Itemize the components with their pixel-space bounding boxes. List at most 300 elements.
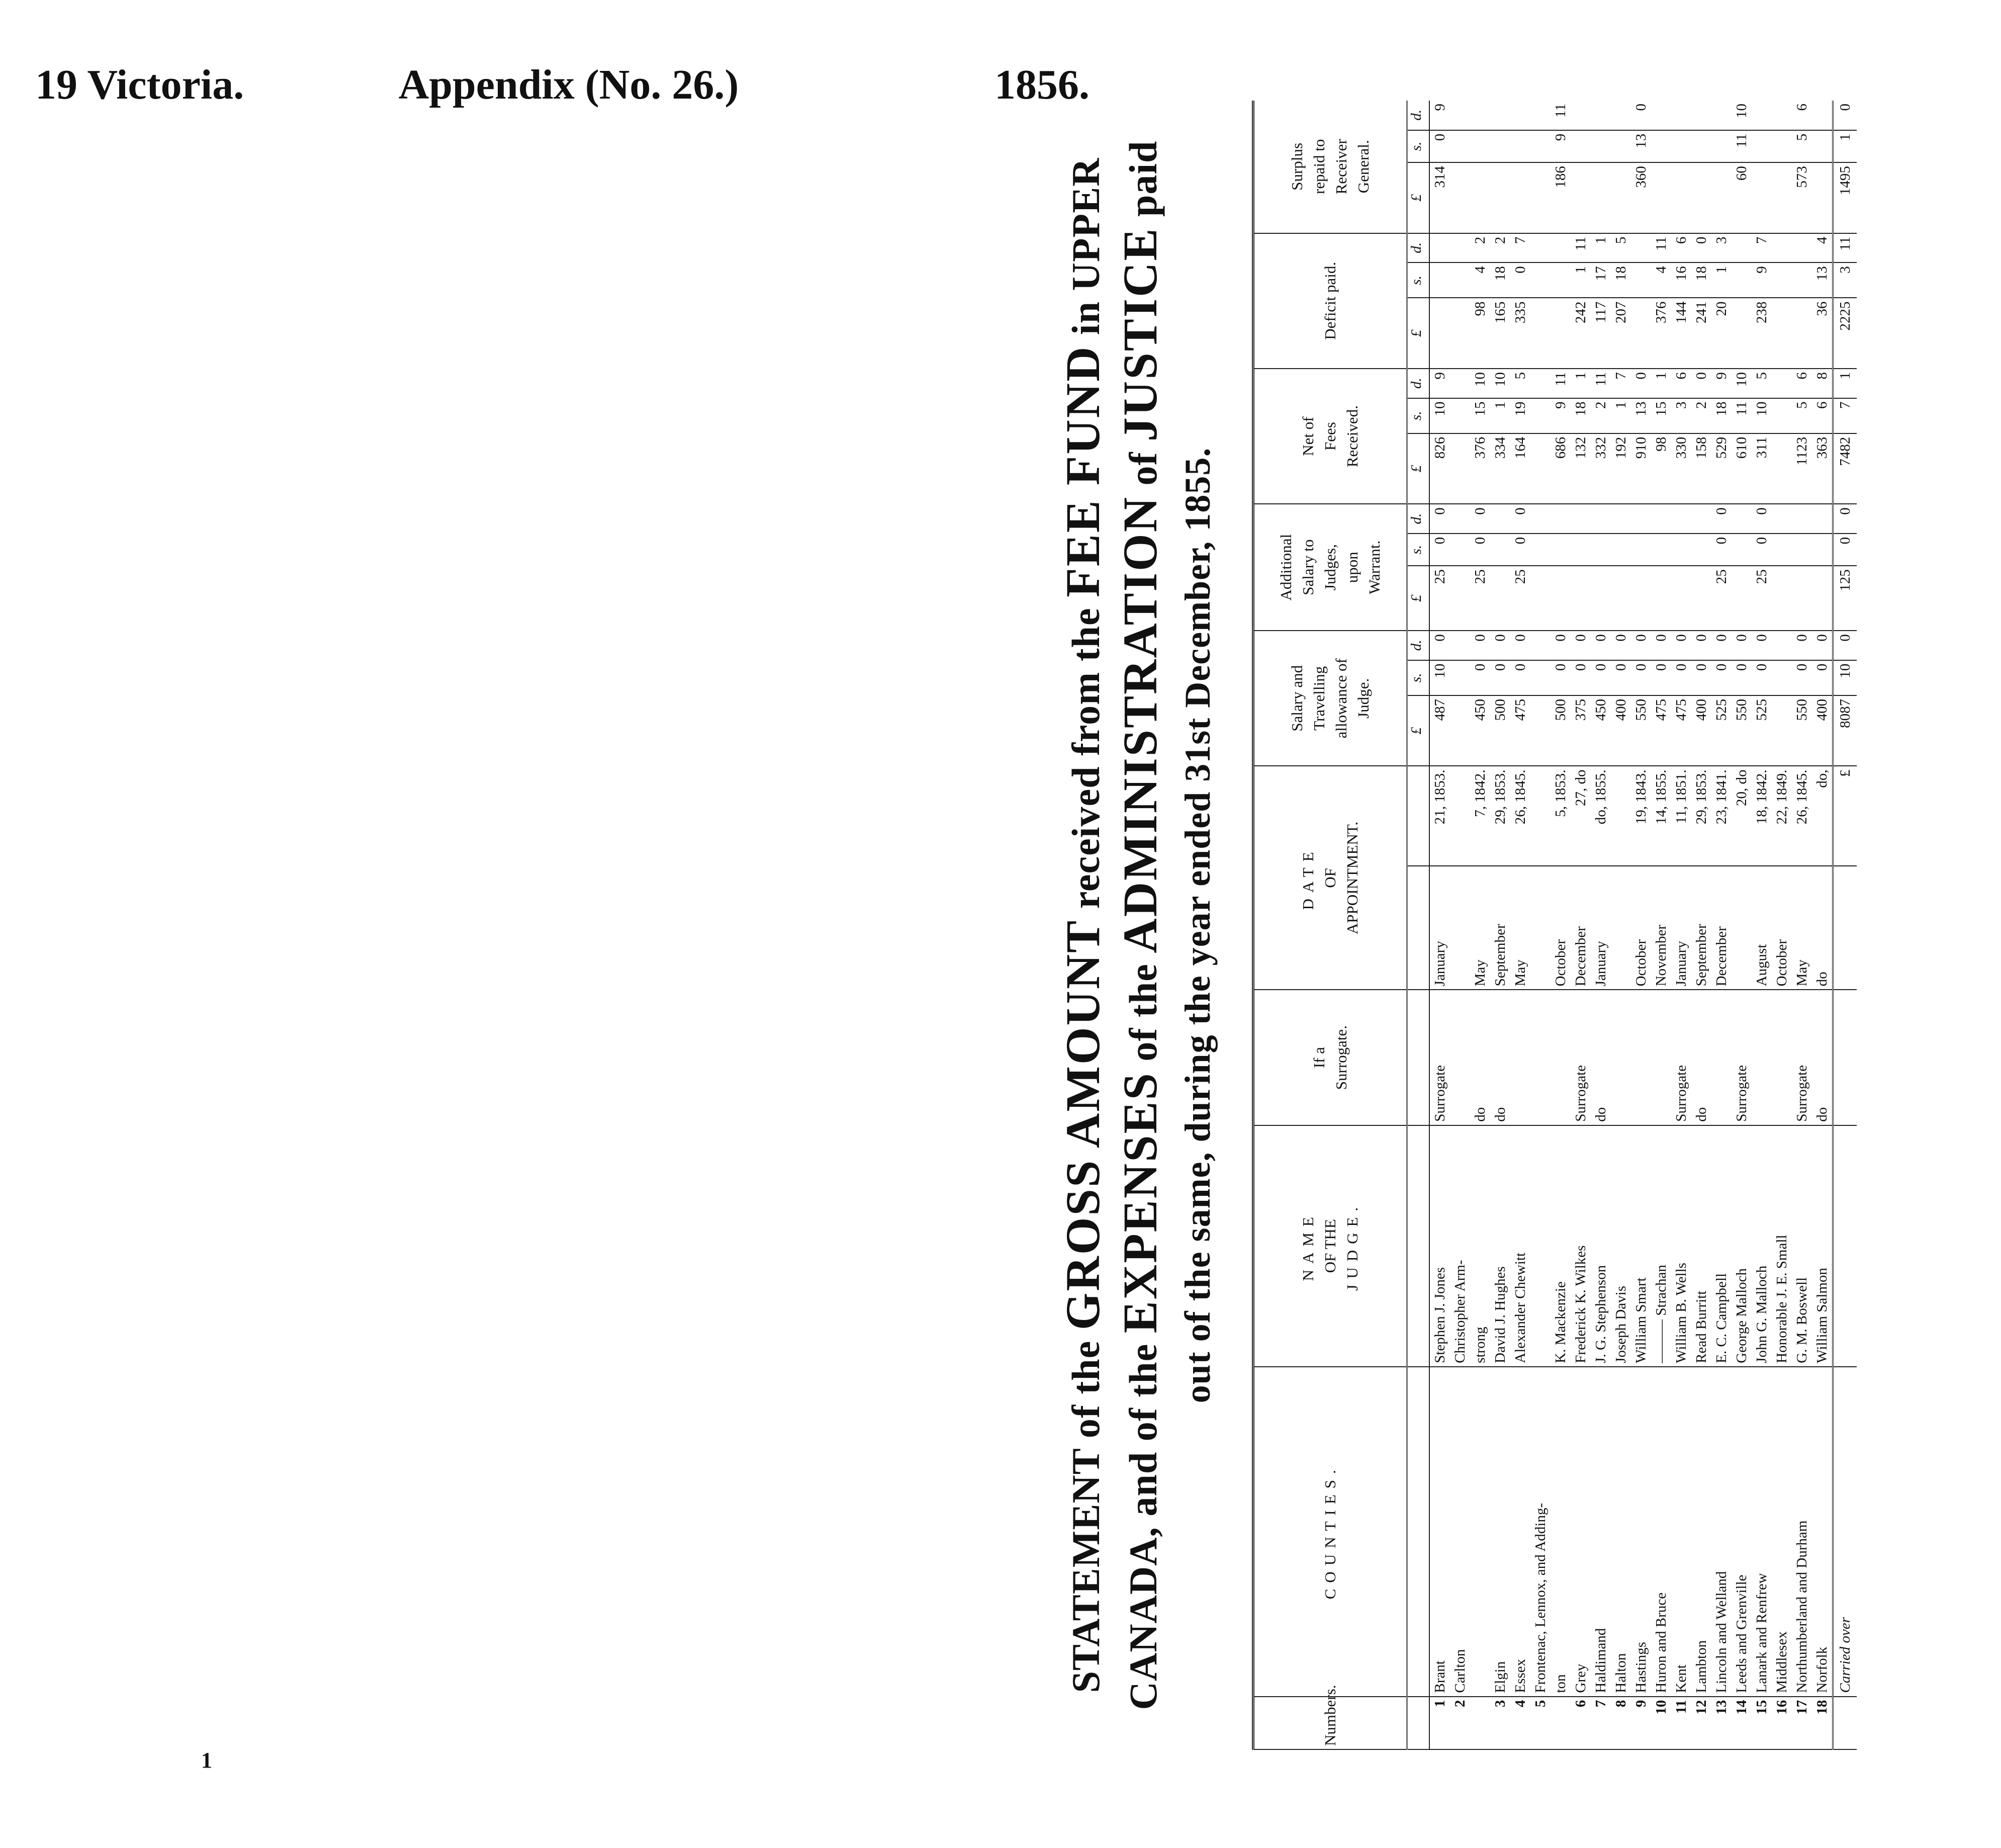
county-cell: Haldimand: [1591, 1367, 1611, 1697]
table-row: [1429, 101, 1450, 1749]
col-numbers: Numbers.: [1253, 1697, 1407, 1749]
sur-pounds-cell: [1530, 162, 1551, 233]
appointment-month-cell: September: [1691, 866, 1711, 990]
net-pence-cell: 11: [1591, 369, 1611, 398]
units-blank-cell: [1407, 990, 1430, 1125]
statement-title: [1056, 101, 1237, 1750]
net-shillings-cell: 9: [1551, 398, 1571, 433]
appointment-month-cell: November: [1651, 866, 1671, 990]
net-pounds-cell: 132: [1571, 433, 1591, 504]
table-row: [1651, 101, 1671, 1749]
sal-pence-cell: 0: [1651, 631, 1671, 660]
sur-shillings-cell: [1510, 130, 1530, 162]
table-row: [1772, 101, 1792, 1749]
add-pence-cell: [1671, 504, 1691, 534]
add-pounds-cell: [1631, 566, 1651, 631]
net-pounds-cell: [1772, 433, 1792, 504]
def-pence-cell: [1429, 233, 1450, 263]
county-cell: Norfolk: [1812, 1367, 1833, 1697]
appointment-month-cell: [1530, 866, 1551, 990]
net-pounds-cell: [1530, 433, 1551, 504]
sur-shillings-cell: 0: [1429, 130, 1450, 162]
add-shillings-cell: 0: [1711, 534, 1732, 566]
net-pounds-cell: 686: [1551, 433, 1571, 504]
add-pounds-cell: [1772, 566, 1792, 631]
surrogate-cell: [1530, 990, 1551, 1125]
def-shillings-cell: 18: [1691, 262, 1711, 298]
def-pence-cell: 3: [1711, 233, 1732, 263]
appointment-month-cell: December: [1571, 866, 1591, 990]
title-line-1: [1056, 101, 1113, 1750]
add-pence-cell: [1772, 504, 1792, 534]
add-total-pounds: 125: [1833, 566, 1857, 631]
sal-pence-cell: 0: [1591, 631, 1611, 660]
sal-total-pounds: 8087: [1833, 695, 1857, 766]
row-number: 7: [1591, 1697, 1611, 1749]
row-number: 6: [1571, 1697, 1591, 1749]
net-pounds-cell: 910: [1631, 433, 1651, 504]
sur-shillings-cell: 13: [1631, 130, 1651, 162]
sal-shillings-cell: 0: [1591, 660, 1611, 695]
appointment-month-cell: do: [1812, 866, 1833, 990]
def-pounds-cell: [1429, 298, 1450, 369]
sal-shillings-cell: 0: [1510, 660, 1530, 695]
sal-pounds-cell: [1530, 695, 1551, 766]
sal-shillings-cell: [1772, 660, 1792, 695]
sur-pence-cell: [1490, 101, 1510, 130]
add-shillings-cell: [1551, 534, 1571, 566]
col-judge-name: [1253, 1125, 1407, 1367]
table-row: [1450, 101, 1470, 1749]
add-pence-cell: [1551, 504, 1571, 534]
sur-pence-cell: 10: [1732, 101, 1752, 130]
def-shillings-cell: 0: [1510, 262, 1530, 298]
appointment-month-cell: October: [1772, 866, 1792, 990]
def-shillings-cell: 4: [1470, 262, 1490, 298]
sur-shillings-cell: [1571, 130, 1591, 162]
row-number: 17: [1792, 1697, 1812, 1749]
col-date-appointment: [1253, 766, 1407, 990]
add-pounds-cell: [1591, 566, 1611, 631]
add-pounds-cell: [1611, 566, 1631, 631]
judge-cell: K. Mackenzie: [1551, 1125, 1571, 1367]
sur-shillings-cell: 9: [1551, 130, 1571, 162]
add-pounds-cell: [1551, 566, 1571, 631]
judge-cell: Read Burritt: [1691, 1125, 1711, 1367]
sur-pounds-cell: 60: [1732, 162, 1752, 233]
appointment-date-cell: 14, 1855.: [1651, 766, 1671, 866]
sal-pence-cell: 0: [1611, 631, 1631, 660]
sur-shillings-cell: 11: [1732, 130, 1752, 162]
appointment-month-cell: October: [1551, 866, 1571, 990]
county-cell: ton: [1551, 1367, 1571, 1697]
sur-pence-cell: [1671, 101, 1691, 130]
def-shillings-cell: [1792, 262, 1812, 298]
net-pounds-cell: 334: [1490, 433, 1510, 504]
def-pounds-cell: 335: [1510, 298, 1530, 369]
judge-cell: George Malloch: [1732, 1125, 1752, 1367]
def-pence-cell: 0: [1691, 233, 1711, 263]
col-net-line: Received.: [1343, 405, 1361, 468]
net-shillings-cell: 5: [1792, 398, 1812, 433]
appointment-date-cell: [1530, 766, 1551, 866]
appointment-month-cell: [1611, 866, 1631, 990]
add-pounds-cell: [1530, 566, 1551, 631]
net-shillings-cell: 19: [1510, 398, 1530, 433]
appointment-date-cell: 18, 1842.: [1752, 766, 1772, 866]
surrogate-cell: [1551, 990, 1571, 1125]
sal-pence-cell: 0: [1429, 631, 1450, 660]
unit-shillings: s.: [1407, 398, 1430, 433]
net-shillings-cell: 6: [1812, 398, 1833, 433]
col-surplus-line: Receiver: [1332, 139, 1350, 195]
sal-shillings-cell: 0: [1631, 660, 1651, 695]
add-shillings-cell: 0: [1470, 534, 1490, 566]
net-pence-cell: 10: [1732, 369, 1752, 398]
sal-shillings-cell: 10: [1429, 660, 1450, 695]
surrogate-cell: Surrogate: [1732, 990, 1752, 1125]
def-pence-cell: [1732, 233, 1752, 263]
sur-shillings-cell: [1812, 130, 1833, 162]
add-pounds-cell: 25: [1429, 566, 1450, 631]
sal-pounds-cell: 400: [1611, 695, 1631, 766]
surrogate-cell: [1510, 990, 1530, 1125]
title-text: in UPPER: [1064, 157, 1108, 335]
appointment-date-cell: 26, 1845.: [1792, 766, 1812, 866]
county-cell: Leeds and Grenville: [1732, 1367, 1752, 1697]
row-number: [1470, 1697, 1490, 1749]
appointment-month-cell: January: [1429, 866, 1450, 990]
net-pence-cell: 10: [1490, 369, 1510, 398]
county-cell: Hastings: [1631, 1367, 1651, 1697]
row-number: 4: [1510, 1697, 1530, 1749]
appointment-month-cell: August: [1752, 866, 1772, 990]
sur-pounds-cell: [1470, 162, 1490, 233]
def-pounds-cell: 242: [1571, 298, 1591, 369]
add-shillings-cell: [1671, 534, 1691, 566]
def-pounds-cell: 20: [1711, 298, 1732, 369]
sal-pence-cell: 0: [1470, 631, 1490, 660]
def-pence-cell: 1: [1591, 233, 1611, 263]
table-row: [1510, 101, 1530, 1749]
sal-pounds-cell: 400: [1812, 695, 1833, 766]
totals-blank-cell: [1833, 866, 1857, 990]
sur-pence-cell: 0: [1631, 101, 1651, 130]
sal-pounds-cell: 475: [1510, 695, 1530, 766]
unit-pound: £: [1407, 298, 1430, 369]
judge-cell: G. M. Boswell: [1792, 1125, 1812, 1367]
appointment-month-cell: January: [1591, 866, 1611, 990]
def-shillings-cell: [1551, 262, 1571, 298]
sal-shillings-cell: 0: [1470, 660, 1490, 695]
def-shillings-cell: 17: [1591, 262, 1611, 298]
add-shillings-cell: [1571, 534, 1591, 566]
table-row: [1591, 101, 1611, 1749]
sal-pence-cell: 0: [1812, 631, 1833, 660]
judge-cell: William Smart: [1631, 1125, 1651, 1367]
appointment-date-cell: 7, 1842.: [1470, 766, 1490, 866]
net-pounds-cell: 330: [1671, 433, 1691, 504]
col-surplus: [1253, 101, 1407, 233]
sur-total-pence: 0: [1833, 101, 1857, 130]
header-left: 19 Victoria.: [35, 61, 244, 108]
row-number: 11: [1671, 1697, 1691, 1749]
add-pence-cell: 0: [1711, 504, 1732, 534]
units-row: [1407, 101, 1430, 1749]
sur-pounds-cell: [1711, 162, 1732, 233]
def-pence-cell: 6: [1671, 233, 1691, 263]
county-cell: Halton: [1611, 1367, 1631, 1697]
def-pence-cell: 7: [1752, 233, 1772, 263]
add-pence-cell: [1691, 504, 1711, 534]
sal-pounds-cell: 487: [1429, 695, 1450, 766]
judge-cell: E. C. Campbell: [1711, 1125, 1732, 1367]
sal-pounds-cell: 450: [1470, 695, 1490, 766]
sur-pence-cell: [1611, 101, 1631, 130]
judge-cell: Joseph Davis: [1611, 1125, 1631, 1367]
sur-pounds-cell: [1450, 162, 1470, 233]
add-shillings-cell: [1631, 534, 1651, 566]
net-shillings-cell: 15: [1470, 398, 1490, 433]
title-emphasis: GROSS AMOUNT: [1056, 919, 1110, 1331]
col-date-line: DATE: [1299, 846, 1317, 910]
row-number: [1551, 1697, 1571, 1749]
add-shillings-cell: [1651, 534, 1671, 566]
appointment-month-cell: May: [1470, 866, 1490, 990]
county-cell: Elgin: [1490, 1367, 1510, 1697]
sur-pence-cell: [1752, 101, 1772, 130]
sal-total-pence: 0: [1833, 631, 1857, 660]
def-shillings-cell: 9: [1752, 262, 1772, 298]
unit-pence: d.: [1407, 631, 1430, 660]
col-additional-line: upon: [1343, 552, 1361, 583]
judge-cell: Frederick K. Wilkes: [1571, 1125, 1591, 1367]
net-pence-cell: [1772, 369, 1792, 398]
sal-shillings-cell: [1450, 660, 1470, 695]
units-blank-cell: [1407, 1367, 1430, 1697]
net-pounds-cell: 332: [1591, 433, 1611, 504]
sal-shillings-cell: 0: [1691, 660, 1711, 695]
appointment-date-cell: do,: [1812, 766, 1833, 866]
table-row: [1611, 101, 1631, 1749]
net-pounds-cell: 376: [1470, 433, 1490, 504]
surrogate-cell: do: [1812, 990, 1833, 1125]
sur-pence-cell: [1651, 101, 1671, 130]
county-cell: Lambton: [1691, 1367, 1711, 1697]
sal-pence-cell: 0: [1732, 631, 1752, 660]
sur-shillings-cell: [1671, 130, 1691, 162]
net-shillings-cell: 1: [1611, 398, 1631, 433]
unit-pound: £: [1407, 433, 1430, 504]
sur-pence-cell: [1772, 101, 1792, 130]
sur-pence-cell: [1470, 101, 1490, 130]
sal-pence-cell: 0: [1631, 631, 1651, 660]
sal-shillings-cell: 0: [1671, 660, 1691, 695]
def-pounds-cell: 144: [1671, 298, 1691, 369]
carried-over-label: Carried over: [1833, 1367, 1857, 1697]
table-row: [1490, 101, 1510, 1749]
sal-pence-cell: 0: [1551, 631, 1571, 660]
def-pence-cell: [1551, 233, 1571, 263]
county-cell: Frontenac, Lennox, and Adding-: [1530, 1367, 1551, 1697]
totals-pound-sign: £: [1833, 766, 1857, 866]
sur-pounds-cell: [1812, 162, 1833, 233]
title-emphasis: FEE FUND: [1056, 345, 1110, 597]
add-shillings-cell: [1732, 534, 1752, 566]
row-number: 14: [1732, 1697, 1752, 1749]
add-pounds-cell: 25: [1470, 566, 1490, 631]
def-pence-cell: [1450, 233, 1470, 263]
row-number: 2: [1450, 1697, 1470, 1749]
sal-pence-cell: 0: [1752, 631, 1772, 660]
judge-cell: strong: [1470, 1125, 1490, 1367]
col-salary: [1253, 631, 1407, 766]
table-row: [1812, 101, 1833, 1749]
appointment-month-cell: [1732, 866, 1752, 990]
judge-cell: Honorable J. E. Small: [1772, 1125, 1792, 1367]
unit-pound: £: [1407, 162, 1430, 233]
sur-pounds-cell: 186: [1551, 162, 1571, 233]
appointment-date-cell: 23, 1841.: [1711, 766, 1732, 866]
unit-pence: d.: [1407, 233, 1430, 263]
appointment-date-cell: 29, 1853.: [1490, 766, 1510, 866]
title-text: of the: [1121, 963, 1165, 1062]
col-additional-line: Warrant.: [1366, 540, 1383, 594]
table-row: [1691, 101, 1711, 1749]
col-surplus-line: Surplus: [1288, 142, 1306, 191]
def-shillings-cell: 13: [1812, 262, 1833, 298]
appointment-date-cell: 5, 1853.: [1551, 766, 1571, 866]
sal-shillings-cell: 0: [1551, 660, 1571, 695]
table-row: [1530, 101, 1551, 1749]
judge-cell: [1530, 1125, 1551, 1367]
net-shillings-cell: 11: [1732, 398, 1752, 433]
net-pence-cell: [1450, 369, 1470, 398]
units-blank-cell: [1407, 766, 1430, 866]
add-pounds-cell: [1651, 566, 1671, 631]
sur-shillings-cell: 5: [1792, 130, 1812, 162]
def-pounds-cell: 117: [1591, 298, 1611, 369]
add-shillings-cell: [1591, 534, 1611, 566]
add-shillings-cell: [1530, 534, 1551, 566]
add-pence-cell: [1651, 504, 1671, 534]
title-text: received from the: [1064, 607, 1108, 909]
add-pounds-cell: [1571, 566, 1591, 631]
row-number: 13: [1711, 1697, 1732, 1749]
net-shillings-cell: 15: [1651, 398, 1671, 433]
sal-pence-cell: 0: [1510, 631, 1530, 660]
sal-pounds-cell: 525: [1752, 695, 1772, 766]
col-deficit-line: Deficit paid.: [1321, 261, 1339, 340]
sur-pence-cell: [1711, 101, 1732, 130]
def-pounds-cell: 98: [1470, 298, 1490, 369]
judge-cell: David J. Hughes: [1490, 1125, 1510, 1367]
add-shillings-cell: 0: [1429, 534, 1450, 566]
row-number: 12: [1691, 1697, 1711, 1749]
sur-pounds-cell: [1772, 162, 1792, 233]
col-surplus-line: General.: [1354, 140, 1372, 194]
net-shillings-cell: 18: [1571, 398, 1591, 433]
net-pounds-cell: 98: [1651, 433, 1671, 504]
net-pence-cell: 7: [1611, 369, 1631, 398]
judge-cell: Christopher Arm-: [1450, 1125, 1470, 1367]
header-right: 1856.: [994, 61, 1089, 108]
add-pounds-cell: [1490, 566, 1510, 631]
appointment-month-cell: May: [1510, 866, 1530, 990]
sur-shillings-cell: [1772, 130, 1792, 162]
sur-total-shillings: 1: [1833, 130, 1857, 162]
col-surrogate-line: Surrogate.: [1332, 1025, 1350, 1090]
appointment-month-cell: October: [1631, 866, 1651, 990]
def-shillings-cell: 18: [1611, 262, 1631, 298]
def-shillings-cell: 16: [1671, 262, 1691, 298]
add-pence-cell: 0: [1510, 504, 1530, 534]
def-shillings-cell: [1530, 262, 1551, 298]
add-pounds-cell: [1691, 566, 1711, 631]
add-pounds-cell: [1792, 566, 1812, 631]
net-pence-cell: 5: [1510, 369, 1530, 398]
net-pence-cell: 1: [1651, 369, 1671, 398]
col-deficit: [1253, 233, 1407, 369]
totals-row: [1833, 101, 1857, 1749]
net-pence-cell: 0: [1691, 369, 1711, 398]
col-date-line: OF: [1321, 868, 1339, 888]
add-pounds-cell: 25: [1711, 566, 1732, 631]
col-salary-line: allowance of: [1332, 658, 1350, 739]
sal-total-shillings: 10: [1833, 660, 1857, 695]
row-number: 9: [1631, 1697, 1651, 1749]
col-net-line: Fees: [1321, 422, 1339, 451]
table-row: [1752, 101, 1772, 1749]
appointment-date-cell: [1450, 766, 1470, 866]
sal-pence-cell: 0: [1571, 631, 1591, 660]
appointment-month-cell: December: [1711, 866, 1732, 990]
sal-shillings-cell: 0: [1651, 660, 1671, 695]
def-pence-cell: 5: [1611, 233, 1631, 263]
surrogate-cell: do: [1591, 990, 1611, 1125]
table-row: [1792, 101, 1812, 1749]
surrogate-cell: Surrogate: [1671, 990, 1691, 1125]
sal-pence-cell: [1450, 631, 1470, 660]
unit-shillings: s.: [1407, 130, 1430, 162]
def-pounds-cell: 207: [1611, 298, 1631, 369]
net-pence-cell: 10: [1470, 369, 1490, 398]
add-shillings-cell: [1792, 534, 1812, 566]
sur-pounds-cell: [1752, 162, 1772, 233]
sur-pounds-cell: [1691, 162, 1711, 233]
row-number: 3: [1490, 1697, 1510, 1749]
header-center: Appendix (No. 26.): [398, 61, 739, 108]
sal-shillings-cell: 0: [1732, 660, 1752, 695]
totals-blank-cell: [1833, 1125, 1857, 1367]
surrogate-cell: [1651, 990, 1671, 1125]
add-shillings-cell: [1772, 534, 1792, 566]
county-cell: Lincoln and Welland: [1711, 1367, 1732, 1697]
units-blank-cell: [1407, 866, 1430, 990]
statement-rows: [1407, 101, 1857, 1749]
sur-total-pounds: 1495: [1833, 162, 1857, 233]
page-number: 1: [201, 1748, 212, 1773]
totals-blank-cell: [1833, 990, 1857, 1125]
sur-pence-cell: 11: [1551, 101, 1571, 130]
net-total-pence: 1: [1833, 369, 1857, 398]
sal-pounds-cell: 450: [1591, 695, 1611, 766]
sal-pounds-cell: 475: [1671, 695, 1691, 766]
sur-pounds-cell: [1591, 162, 1611, 233]
sal-shillings-cell: 0: [1571, 660, 1591, 695]
add-pounds-cell: [1812, 566, 1833, 631]
sur-pence-cell: [1530, 101, 1551, 130]
